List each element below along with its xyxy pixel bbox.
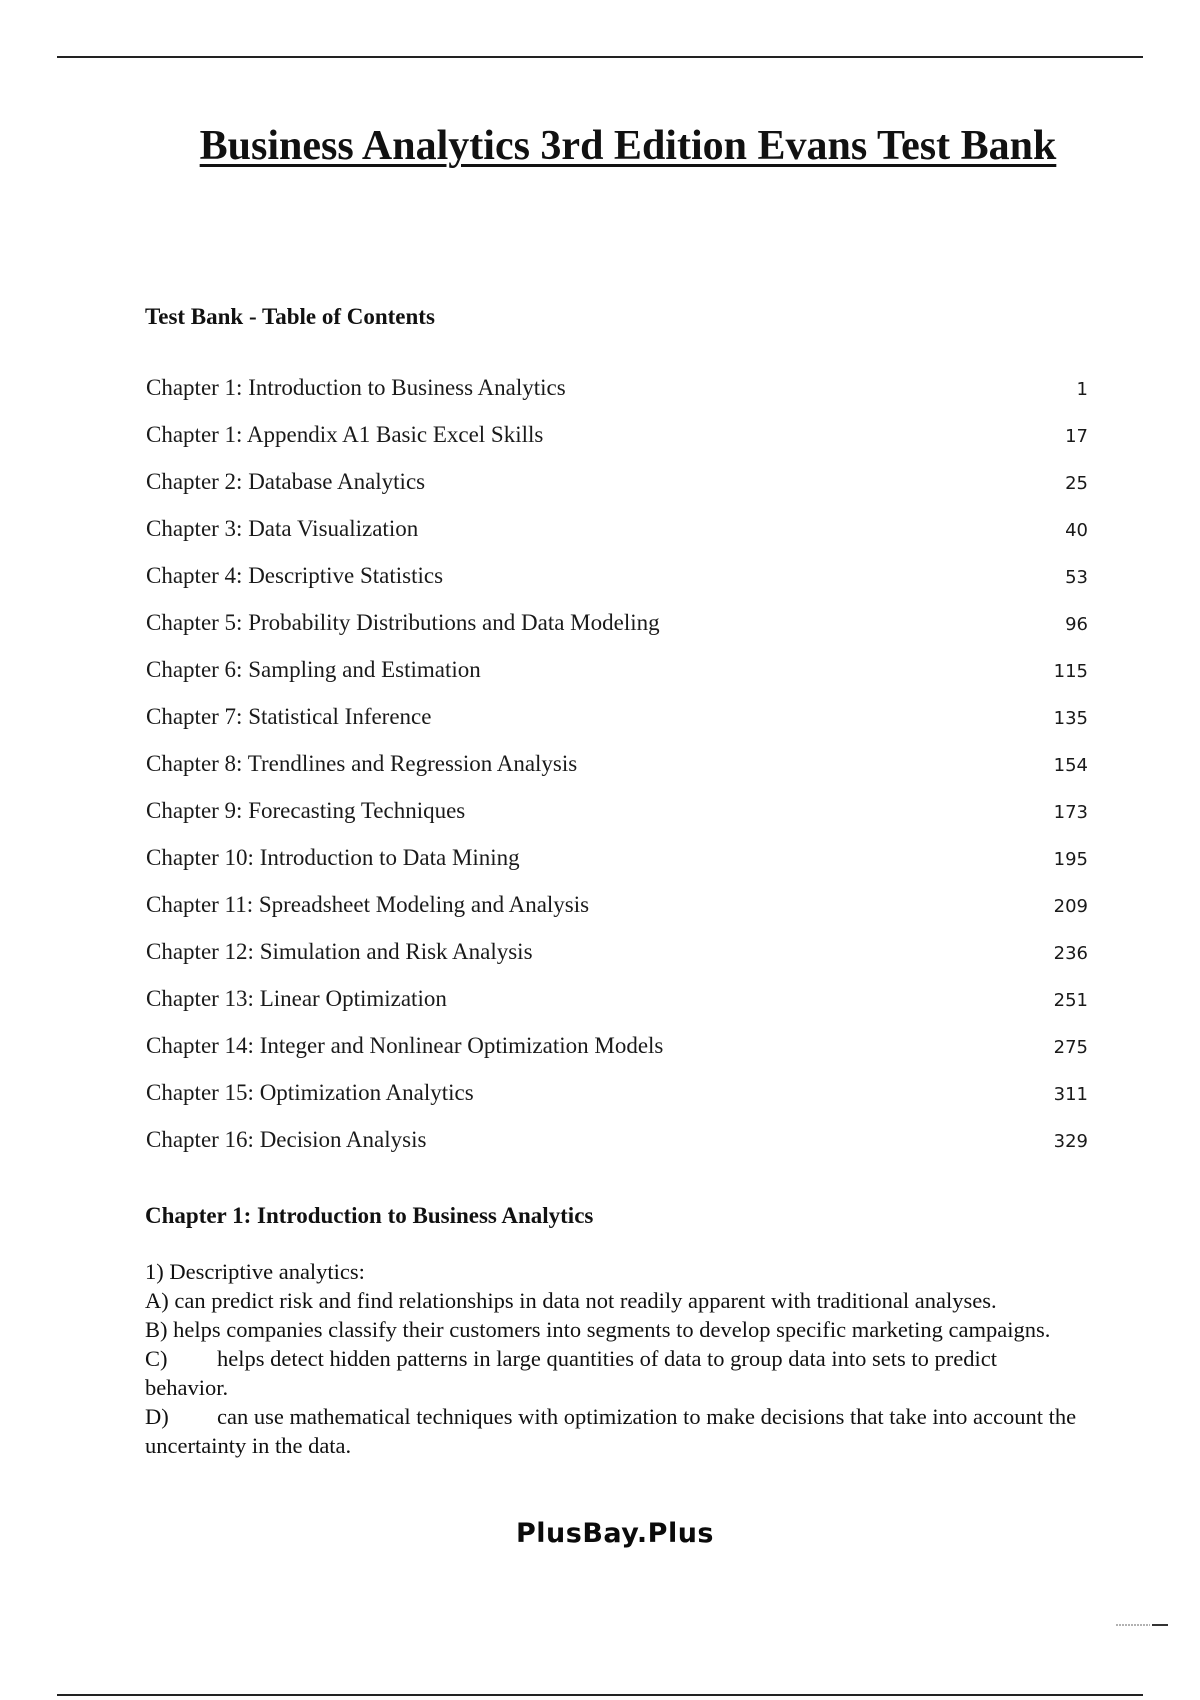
toc-entry-page: 17	[1065, 426, 1088, 447]
toc-entry-chapter-15[interactable]	[146, 1078, 1088, 1125]
toc-entry-page: 236	[1053, 943, 1088, 964]
toc-entry-page: 96	[1065, 614, 1088, 635]
toc-entry-page: 195	[1053, 849, 1088, 870]
toc-entry-chapter-5[interactable]	[146, 608, 1088, 655]
option-d	[145, 1402, 1085, 1460]
toc-entry-chapter-1[interactable]	[146, 373, 1088, 420]
toc-entry-title: Chapter 16: Decision Analysis	[146, 1127, 427, 1152]
corner-mark-icon	[1116, 1622, 1168, 1628]
toc-entry-page: 275	[1053, 1037, 1088, 1058]
toc-heading: Test Bank - Table of Contents	[145, 304, 435, 329]
option-c-text: helps detect hidden patterns in large quantities of data to group data into sets to predict behavior.	[145, 1346, 997, 1400]
question-block	[145, 1257, 1085, 1460]
toc-entry-title: Chapter 10: Introduction to Data Mining	[146, 845, 520, 870]
toc-entry-title: Chapter 1: Introduction to Business Analytics	[146, 375, 566, 400]
toc-entry-page: 53	[1065, 567, 1088, 588]
toc-entry-title: Chapter 6: Sampling and Estimation	[146, 657, 481, 682]
toc-entry-page: 40	[1065, 520, 1088, 541]
question-stem: 1) Descriptive analytics:	[145, 1259, 365, 1284]
toc-entry-chapter-3[interactable]	[146, 514, 1088, 561]
toc-entry-chapter-13[interactable]	[146, 984, 1088, 1031]
toc-entry-title: Chapter 1: Appendix A1 Basic Excel Skills	[146, 422, 544, 447]
toc-entry-chapter-11[interactable]	[146, 890, 1088, 937]
toc-entry-title: Chapter 4: Descriptive Statistics	[146, 563, 444, 588]
toc-entry-page: 135	[1053, 708, 1088, 729]
toc-entry-title: Chapter 14: Integer and Nonlinear Optimization Models	[146, 1033, 664, 1058]
toc-entry-chapter-7[interactable]	[146, 702, 1088, 749]
toc-entry-chapter-8[interactable]	[146, 749, 1088, 796]
bottom-rule	[57, 1694, 1143, 1696]
toc-entry-chapter-2[interactable]	[146, 467, 1088, 514]
toc-entry-title: Chapter 9: Forecasting Techniques	[146, 798, 466, 823]
toc-entry-chapter-4[interactable]	[146, 561, 1088, 608]
toc-entry-page: 173	[1053, 802, 1088, 823]
toc-entry-chapter-6[interactable]	[146, 655, 1088, 702]
toc-entry-page: 154	[1053, 755, 1088, 776]
watermark-logo: PlusBay.Plus	[515, 1518, 715, 1549]
toc-entry-title: Chapter 11: Spreadsheet Modeling and Analysis	[146, 892, 590, 917]
chapter-heading: Chapter 1: Introduction to Business Analytics	[145, 1203, 594, 1228]
toc-entry-title: Chapter 5: Probability Distributions and Data Modeling	[146, 610, 660, 635]
toc-entry-chapter-9[interactable]	[146, 796, 1088, 843]
toc-entry-page: 1	[1076, 379, 1088, 400]
option-a: A) can predict risk and find relationships in data not readily apparent with traditional analyses.	[145, 1288, 997, 1313]
toc-entry-title: Chapter 7: Statistical Inference	[146, 704, 432, 729]
toc-entry-title: Chapter 3: Data Visualization	[146, 516, 419, 541]
top-rule	[57, 56, 1143, 58]
option-d-text: can use mathematical techniques with optimization to make decisions that take into account the uncertainty in the data.	[145, 1404, 1077, 1458]
toc-entry-chapter-1-appendix[interactable]	[146, 420, 1088, 467]
toc-entry-page: 329	[1053, 1131, 1088, 1152]
toc-entry-chapter-12[interactable]	[146, 937, 1088, 984]
toc-entry-page: 115	[1053, 661, 1088, 682]
option-b: B) helps companies classify their customers into segments to develop specific marketing campaigns.	[145, 1317, 1051, 1342]
toc-entry-page: 251	[1053, 990, 1088, 1011]
toc-entry-title: Chapter 12: Simulation and Risk Analysis	[146, 939, 533, 964]
table-of-contents	[146, 373, 1088, 1172]
option-d-label: D)	[145, 1404, 169, 1429]
toc-entry-title: Chapter 8: Trendlines and Regression Analysis	[146, 751, 578, 776]
toc-entry-chapter-14[interactable]	[146, 1031, 1088, 1078]
toc-entry-chapter-10[interactable]	[146, 843, 1088, 890]
toc-entry-title: Chapter 15: Optimization Analytics	[146, 1080, 474, 1105]
option-c-label: C)	[145, 1346, 168, 1371]
toc-entry-title: Chapter 13: Linear Optimization	[146, 986, 447, 1011]
document-title: Business Analytics 3rd Edition Evans Test Bank	[199, 123, 1057, 169]
toc-entry-page: 209	[1053, 896, 1088, 917]
toc-entry-page: 25	[1065, 473, 1088, 494]
toc-entry-chapter-16[interactable]	[146, 1125, 1088, 1172]
toc-entry-title: Chapter 2: Database Analytics	[146, 469, 426, 494]
toc-entry-page: 311	[1053, 1084, 1088, 1105]
option-c	[145, 1344, 1085, 1402]
